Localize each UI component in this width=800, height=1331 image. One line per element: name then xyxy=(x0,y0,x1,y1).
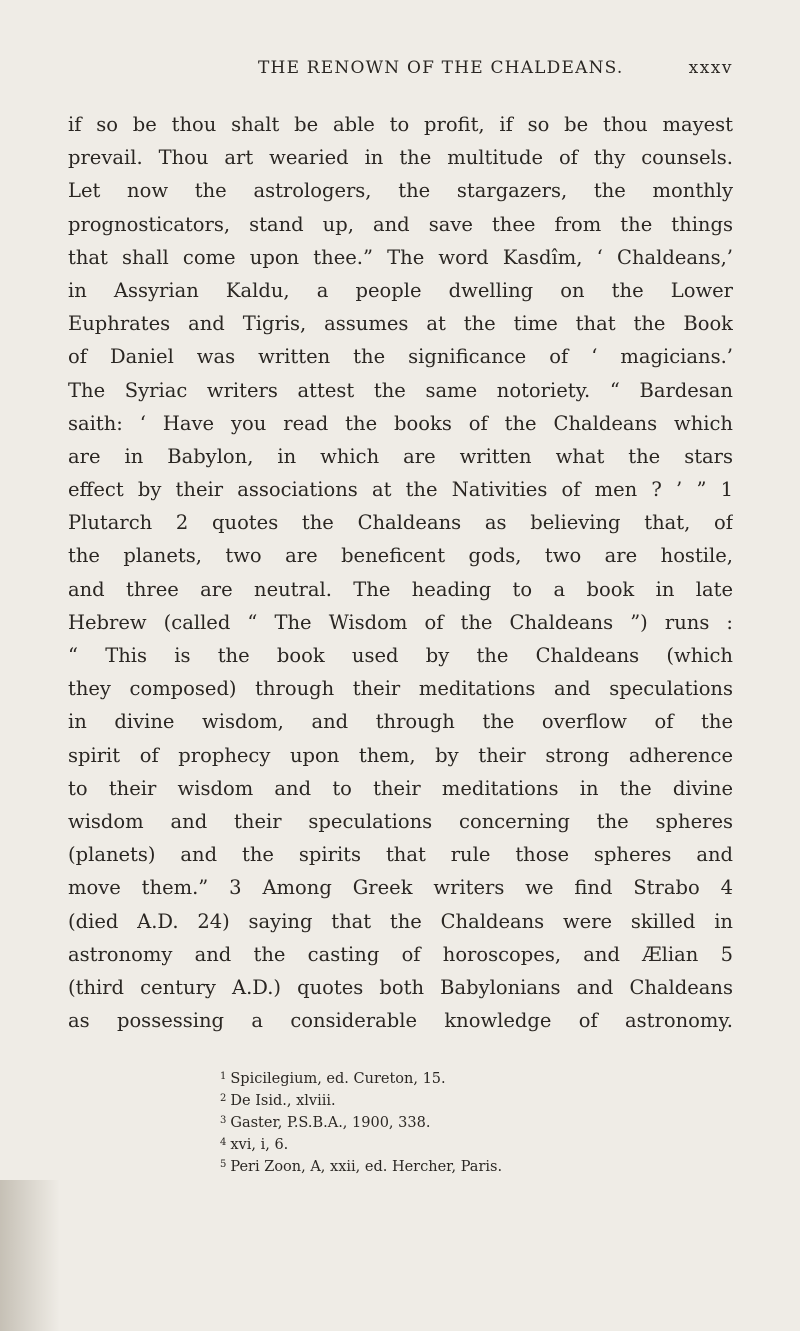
body-text xyxy=(68,108,733,1037)
footnote xyxy=(220,1088,740,1110)
text-line: in divine wisdom, and through the overflow of the xyxy=(68,710,733,734)
footnote xyxy=(220,1110,740,1132)
text-line: “ This is the book used by the Chaldeans (which xyxy=(68,644,733,667)
page-number: xxxv xyxy=(688,58,733,78)
text-line: move them.” 3 Among Greek writers we find Strabo 4 xyxy=(68,876,733,900)
text-line: they composed) through their meditations and speculations xyxy=(68,677,733,701)
text-line: in Assyrian Kaldu, a people dwelling on the Lower xyxy=(68,278,733,302)
footnotes xyxy=(220,1066,740,1176)
text-line: as possessing a considerable knowledge of astronomy. xyxy=(68,1009,733,1033)
footnote-text: Gaster, P.S.B.A., 1900, 338. xyxy=(230,1115,431,1131)
footnote xyxy=(220,1066,740,1088)
text-line: Let now the astrologers, the stargazers, the monthly xyxy=(68,179,733,203)
text-line: (planets) and the spirits that rule those spheres and xyxy=(68,843,733,867)
text-line: saith: ‘ Have you read the books of the Chaldeans which xyxy=(68,411,733,435)
text-line: prognosticators, stand up, and save thee from the things xyxy=(68,212,733,236)
text-line: The Syriac writers attest the same notoriety. “ Bardesan xyxy=(68,378,733,402)
footnote-text: Spicilegium, ed. Cureton, 15. xyxy=(230,1071,446,1087)
running-head-title: THE RENOWN OF THE CHALDEANS. xyxy=(258,58,624,78)
footnote-mark: 4 xyxy=(220,1137,227,1148)
text-line: that shall come upon thee.” The word Kasdîm, ‘ Chaldeans,’ xyxy=(68,245,733,269)
footnote-mark: 3 xyxy=(220,1115,227,1126)
text-line: to their wisdom and to their meditations in the divine xyxy=(68,776,733,800)
text-line: Euphrates and Tigris, assumes at the time that the Book xyxy=(68,312,733,336)
footnote xyxy=(220,1132,740,1154)
footnote-mark: 1 xyxy=(220,1071,227,1082)
text-line: prevail. Thou art wearied in the multitude of thy counsels. xyxy=(68,146,733,170)
footnote-text: De Isid., xlviii. xyxy=(230,1093,336,1109)
text-line: (died A.D. 24) saying that the Chaldeans were skilled in xyxy=(68,909,733,933)
text-line: (third century A.D.) quotes both Babylonians and Chaldeans xyxy=(68,975,733,999)
page-edge-stain xyxy=(0,1180,60,1331)
footnote-text: xvi, i, 6. xyxy=(230,1137,289,1153)
footnote-mark: 2 xyxy=(220,1093,227,1104)
running-head xyxy=(0,58,800,84)
text-line: the planets, two are beneficent gods, two are hostile, xyxy=(68,544,733,568)
text-line: astronomy and the casting of horoscopes, and Ælian 5 xyxy=(68,942,733,966)
text-line: and three are neutral. The heading to a book in late xyxy=(68,577,733,601)
footnote xyxy=(220,1154,740,1176)
text-line: wisdom and their speculations concerning the spheres xyxy=(68,809,733,833)
text-line: if so be thou shalt be able to profit, if so be thou mayest xyxy=(68,113,733,136)
text-line: Plutarch 2 quotes the Chaldeans as believing that, of xyxy=(68,511,733,535)
text-line: of Daniel was written the significance of ‘ magicians.’ xyxy=(68,345,733,369)
text-line: Hebrew (called “ The Wisdom of the Chaldeans ”) runs : xyxy=(68,610,733,634)
footnote-mark: 5 xyxy=(220,1159,227,1170)
text-line: are in Babylon, in which are written what the stars xyxy=(68,444,733,468)
text-line: effect by their associations at the Nativities of men ? ’ ” 1 xyxy=(68,478,733,502)
text-line: spirit of prophecy upon them, by their strong adherence xyxy=(68,743,733,767)
footnote-text: Peri Zoon, A, xxii, ed. Hercher, Paris. xyxy=(230,1159,503,1175)
